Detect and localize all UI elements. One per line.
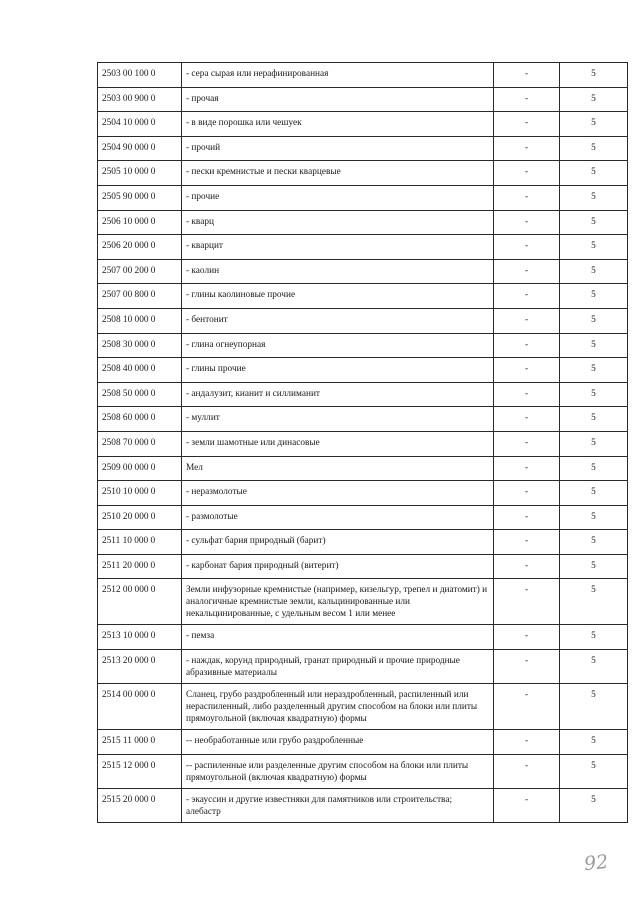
- table-row: [98, 210, 628, 235]
- table-row: [98, 358, 628, 383]
- description-cell: - кварц: [182, 210, 494, 235]
- tariff-code-cell: 2507 00 200 0: [98, 259, 182, 284]
- table-row: [98, 87, 628, 112]
- description-cell: - глина огнеупорная: [182, 333, 494, 358]
- col-a-cell: -: [494, 185, 560, 210]
- table-row: [98, 407, 628, 432]
- table-row: [98, 505, 628, 530]
- table-row: [98, 625, 628, 650]
- table-row: [98, 650, 628, 684]
- col-b-cell: 5: [560, 210, 628, 235]
- tariff-code-cell: 2510 10 000 0: [98, 481, 182, 506]
- col-b-cell: 5: [560, 87, 628, 112]
- tariff-code-cell: 2513 10 000 0: [98, 625, 182, 650]
- col-a-cell: -: [494, 259, 560, 284]
- col-b-cell: 5: [560, 161, 628, 186]
- description-cell: - каолин: [182, 259, 494, 284]
- col-a-cell: -: [494, 87, 560, 112]
- tariff-code-cell: 2508 30 000 0: [98, 333, 182, 358]
- tariff-code-cell: 2505 90 000 0: [98, 185, 182, 210]
- col-a-cell: -: [494, 284, 560, 309]
- col-a-cell: -: [494, 579, 560, 625]
- col-a-cell: -: [494, 235, 560, 260]
- col-b-cell: 5: [560, 308, 628, 333]
- col-a-cell: -: [494, 456, 560, 481]
- col-a-cell: -: [494, 554, 560, 579]
- col-a-cell: -: [494, 136, 560, 161]
- col-a-cell: -: [494, 210, 560, 235]
- col-a-cell: -: [494, 358, 560, 383]
- table-row: [98, 259, 628, 284]
- description-cell: -- распиленные или разделенные другим способом на блоки или плиты прямоугольной (включая квадратную) формы: [182, 754, 494, 788]
- col-b-cell: 5: [560, 684, 628, 730]
- tariff-code-cell: 2508 50 000 0: [98, 382, 182, 407]
- col-a-cell: -: [494, 481, 560, 506]
- table-row: [98, 554, 628, 579]
- table-row: [98, 456, 628, 481]
- col-b-cell: 5: [560, 530, 628, 555]
- tariff-code-cell: 2515 11 000 0: [98, 730, 182, 755]
- table-row: [98, 308, 628, 333]
- tariff-code-cell: 2508 40 000 0: [98, 358, 182, 383]
- col-b-cell: 5: [560, 554, 628, 579]
- table-row: [98, 63, 628, 88]
- tariff-code-cell: 2503 00 900 0: [98, 87, 182, 112]
- col-b-cell: 5: [560, 754, 628, 788]
- description-cell: - муллит: [182, 407, 494, 432]
- table-row: [98, 161, 628, 186]
- tariff-code-cell: 2506 20 000 0: [98, 235, 182, 260]
- table-row: [98, 730, 628, 755]
- col-a-cell: -: [494, 112, 560, 137]
- tariff-code-cell: 2513 20 000 0: [98, 650, 182, 684]
- col-b-cell: 5: [560, 136, 628, 161]
- col-b-cell: 5: [560, 358, 628, 383]
- description-cell: Земли инфузорные кремнистые (например, кизельгур, трепел и диатомит) и аналогичные кремнистые земли, кальцинированные или некальцинированные, с удельным весом 1 или менее: [182, 579, 494, 625]
- table-row: [98, 235, 628, 260]
- table-row: [98, 788, 628, 822]
- tariff-code-cell: 2511 10 000 0: [98, 530, 182, 555]
- col-b-cell: 5: [560, 407, 628, 432]
- description-cell: - андалузит, кианит и силлиманит: [182, 382, 494, 407]
- description-cell: - наждак, корунд природный, гранат природный и прочие природные абразивные материалы: [182, 650, 494, 684]
- description-cell: - карбонат бария природный (витерит): [182, 554, 494, 579]
- col-b-cell: 5: [560, 481, 628, 506]
- col-a-cell: -: [494, 407, 560, 432]
- description-cell: - прочий: [182, 136, 494, 161]
- col-b-cell: 5: [560, 284, 628, 309]
- table-row: [98, 112, 628, 137]
- col-b-cell: 5: [560, 625, 628, 650]
- description-cell: - глины каолиновые прочие: [182, 284, 494, 309]
- col-b-cell: 5: [560, 431, 628, 456]
- col-b-cell: 5: [560, 730, 628, 755]
- description-cell: Мел: [182, 456, 494, 481]
- table-row: [98, 684, 628, 730]
- tariff-code-cell: 2505 10 000 0: [98, 161, 182, 186]
- table-row: [98, 136, 628, 161]
- col-a-cell: -: [494, 650, 560, 684]
- description-cell: - земли шамотные или динасовые: [182, 431, 494, 456]
- description-cell: - сульфат бария природный (барит): [182, 530, 494, 555]
- col-a-cell: -: [494, 505, 560, 530]
- col-a-cell: -: [494, 333, 560, 358]
- tariff-code-cell: 2510 20 000 0: [98, 505, 182, 530]
- table-row: [98, 284, 628, 309]
- col-b-cell: 5: [560, 63, 628, 88]
- col-b-cell: 5: [560, 382, 628, 407]
- tariff-code-cell: 2504 10 000 0: [98, 112, 182, 137]
- tariff-code-cell: 2503 00 100 0: [98, 63, 182, 88]
- col-b-cell: 5: [560, 788, 628, 822]
- tariff-code-cell: 2514 00 000 0: [98, 684, 182, 730]
- description-cell: - кварцит: [182, 235, 494, 260]
- col-a-cell: -: [494, 63, 560, 88]
- description-cell: - сера сырая или нерафинированная: [182, 63, 494, 88]
- table-row: [98, 754, 628, 788]
- col-b-cell: 5: [560, 112, 628, 137]
- col-b-cell: 5: [560, 185, 628, 210]
- col-a-cell: -: [494, 625, 560, 650]
- col-a-cell: -: [494, 382, 560, 407]
- col-a-cell: -: [494, 788, 560, 822]
- table-row: [98, 431, 628, 456]
- col-a-cell: -: [494, 161, 560, 186]
- col-a-cell: -: [494, 754, 560, 788]
- tariff-table: [97, 62, 628, 823]
- tariff-code-cell: 2508 70 000 0: [98, 431, 182, 456]
- description-cell: - пески кремнистые и пески кварцевые: [182, 161, 494, 186]
- table-row: [98, 530, 628, 555]
- tariff-code-cell: 2508 60 000 0: [98, 407, 182, 432]
- description-cell: -- необработанные или грубо раздробленные: [182, 730, 494, 755]
- col-b-cell: 5: [560, 456, 628, 481]
- table-row: [98, 333, 628, 358]
- tariff-code-cell: 2515 12 000 0: [98, 754, 182, 788]
- description-cell: - пемза: [182, 625, 494, 650]
- table-row: [98, 481, 628, 506]
- table-row: [98, 579, 628, 625]
- col-b-cell: 5: [560, 259, 628, 284]
- tariff-code-cell: 2512 00 000 0: [98, 579, 182, 625]
- tariff-code-cell: 2511 20 000 0: [98, 554, 182, 579]
- description-cell: - бентонит: [182, 308, 494, 333]
- description-cell: - в виде порошка или чешуек: [182, 112, 494, 137]
- col-b-cell: 5: [560, 333, 628, 358]
- tariff-code-cell: 2504 90 000 0: [98, 136, 182, 161]
- tariff-code-cell: 2506 10 000 0: [98, 210, 182, 235]
- tariff-code-cell: 2515 20 000 0: [98, 788, 182, 822]
- col-a-cell: -: [494, 730, 560, 755]
- description-cell: - размолотые: [182, 505, 494, 530]
- tariff-code-cell: 2507 00 800 0: [98, 284, 182, 309]
- col-b-cell: 5: [560, 235, 628, 260]
- col-a-cell: -: [494, 431, 560, 456]
- col-b-cell: 5: [560, 505, 628, 530]
- description-cell: - прочие: [182, 185, 494, 210]
- table-row: [98, 382, 628, 407]
- tariff-code-cell: 2509 00 000 0: [98, 456, 182, 481]
- table-row: [98, 185, 628, 210]
- description-cell: - прочая: [182, 87, 494, 112]
- col-a-cell: -: [494, 530, 560, 555]
- description-cell: - глины прочие: [182, 358, 494, 383]
- col-b-cell: 5: [560, 650, 628, 684]
- tariff-table-body: [98, 63, 628, 823]
- col-a-cell: -: [494, 308, 560, 333]
- tariff-code-cell: 2508 10 000 0: [98, 308, 182, 333]
- description-cell: - экауссин и другие известняки для памятников или строительства; алебастр: [182, 788, 494, 822]
- page-number: 92: [582, 850, 610, 876]
- col-b-cell: 5: [560, 579, 628, 625]
- col-a-cell: -: [494, 684, 560, 730]
- description-cell: - неразмолотые: [182, 481, 494, 506]
- description-cell: Сланец, грубо раздробленный или нераздробленный, распиленный или нераспиленный, либо разделенный другим способом на блоки или плиты прямоугольной (включая квадратную) формы: [182, 684, 494, 730]
